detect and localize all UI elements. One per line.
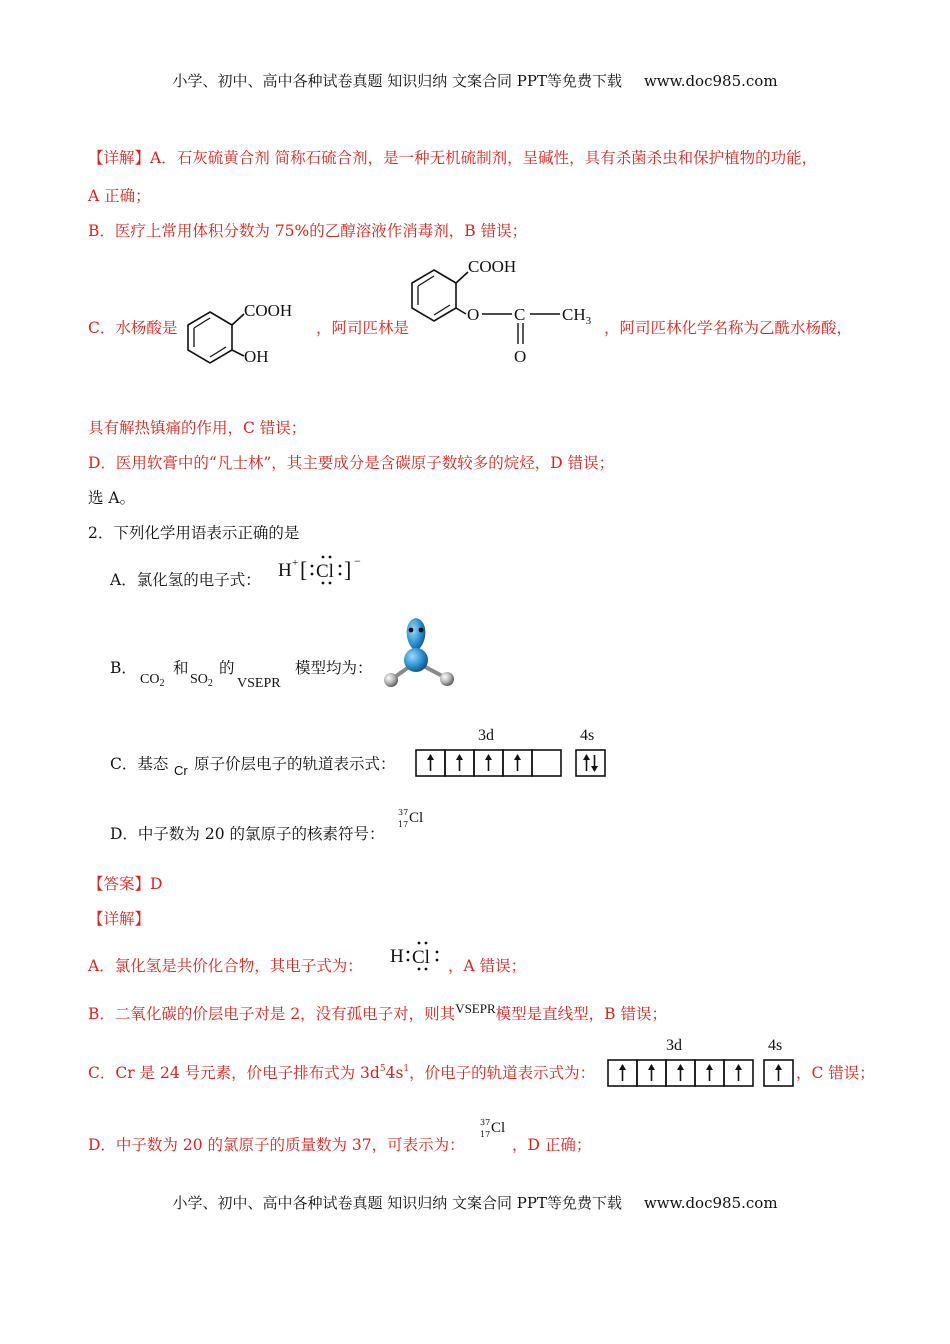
page-footer [0, 1192, 950, 1213]
aspirin-ch3: $CH_3$ [562, 305, 592, 327]
vsepr-inline: VSEPR [455, 1001, 496, 1016]
svg-text:3d: 3d [478, 727, 494, 744]
salicylic-cooh: COOH [244, 301, 293, 320]
q1-choose: 选 A。 [88, 489, 136, 507]
q2-option-b-prefix: B． [110, 659, 137, 677]
q2-option-b-moxing: 模型均为： [295, 659, 373, 677]
aspirin-o2: O [514, 347, 527, 366]
hcl-covalent-electron-formula [388, 938, 452, 974]
q1-detail-a-line1: 【详解】A．石灰硫黄合剂 简称石硫合剂，是一种无机硫制剂，呈碱性，具有杀菌杀虫和保护植物的功能， [88, 149, 818, 167]
q2-detail-label: 【详解】 [88, 910, 151, 928]
aspirin-structure [406, 252, 606, 370]
vsepr-label: VSEPR [237, 676, 281, 691]
q1-detail-b: B．医疗上常用体积分数为 75%的乙醇溶液作消毒剂，B 错误； [88, 222, 528, 240]
aspirin-o: O [467, 305, 480, 324]
so2-formula: $SO_2$ [190, 672, 213, 689]
svg-text:H: H [390, 946, 404, 967]
svg-text:4s: 4s [580, 727, 595, 744]
q2-detail-c: C．Cr 是 24 号元素，价电子排布式为 $3d^54s^1$，价电子的轨道表示式为： [88, 1064, 596, 1082]
q2-option-d: D．中子数为 20 的氯原子的核素符号： [110, 825, 385, 843]
q2-detail-a-tail: ，A 错误； [448, 957, 527, 975]
q2-detail-b: B．二氧化碳的价层电子对是 2，没有孤电子对，则其$^{VSEPR}$模型是直线型，B 错误； [88, 1001, 667, 1023]
footer-text: 小学、初中、高中各种试卷真题 知识归纳 文案合同 PPT等免费下载 [172, 1194, 622, 1212]
q2-stem: 2．下列化学用语表示正确的是 [88, 524, 300, 542]
co2-formula: $CO_2$ [140, 672, 165, 689]
q2-detail-a: A．氯化氢是共价化合物，其电子式为： [88, 957, 363, 975]
q2-answer: 【答案】D [88, 875, 163, 893]
q1-detail-a-line2: A 正确； [88, 187, 151, 205]
svg-text:+: + [292, 557, 299, 569]
q2-detail-c-tail: ，C 错误； [796, 1064, 875, 1082]
header-text: 小学、初中、高中各种试卷真题 知识归纳 文案合同 PPT等免费下载 [172, 72, 622, 90]
q2-detail-d: D．中子数为 20 的氯原子的质量数为 37，可表示为： [88, 1136, 465, 1154]
q1-detail-label: 【详解】 [88, 149, 151, 167]
q2-option-c-prefix: C．基态 [110, 755, 169, 773]
orbwrong-4s-box [576, 750, 605, 776]
vsepr-model-image [378, 612, 462, 694]
salicylic-oh: OH [244, 347, 269, 366]
q1-c-suffix: ，阿司匹林化学名称为乙酰水杨酸， [604, 319, 853, 337]
q1-detail-d: D．医用软膏中的“凡士林”，其主要成分是含碳原子数较多的烷烃，D 错误； [88, 454, 615, 472]
svg-text:Cl: Cl [316, 561, 334, 582]
q1-c-prefix: C．水杨酸是 [88, 319, 178, 337]
q1-c-mid: ，阿司匹林是 [316, 319, 410, 337]
svg-text:4s: 4s [768, 1037, 783, 1054]
hcl-ionic-electron-formula [276, 552, 370, 588]
q2-option-b-de: 的 [219, 659, 235, 677]
orbital-diagram-correct [606, 1032, 802, 1090]
q2-option-b-he: 和 [173, 659, 189, 677]
salicylic-acid-structure [180, 292, 310, 370]
q1-c-line2: 具有解热镇痛的作用，C 错误； [88, 419, 307, 437]
page-header [0, 70, 950, 91]
svg-text:−: − [354, 554, 361, 568]
svg-text:Cl: Cl [412, 947, 430, 968]
svg-text:H: H [278, 560, 292, 581]
svg-text:]: ] [344, 557, 352, 582]
footer-url: www.doc985.com [643, 1194, 778, 1212]
q2-option-c-suffix: 原子价层电子的轨道表示式： [194, 755, 396, 773]
aspirin-cooh: COOH [468, 257, 517, 276]
orbital-diagram-wrong [414, 722, 610, 780]
q2-detail-d-tail: ，D 正确； [512, 1136, 592, 1154]
aspirin-c: C [514, 305, 526, 324]
header-url: www.doc985.com [643, 72, 778, 90]
svg-text:[: [ [300, 557, 308, 582]
svg-text:3d: 3d [666, 1037, 682, 1054]
q2-option-a: A．氯化氢的电子式： [110, 571, 261, 589]
cr-symbol: Cr [174, 763, 188, 778]
orbwrong-3d-box [532, 750, 561, 776]
